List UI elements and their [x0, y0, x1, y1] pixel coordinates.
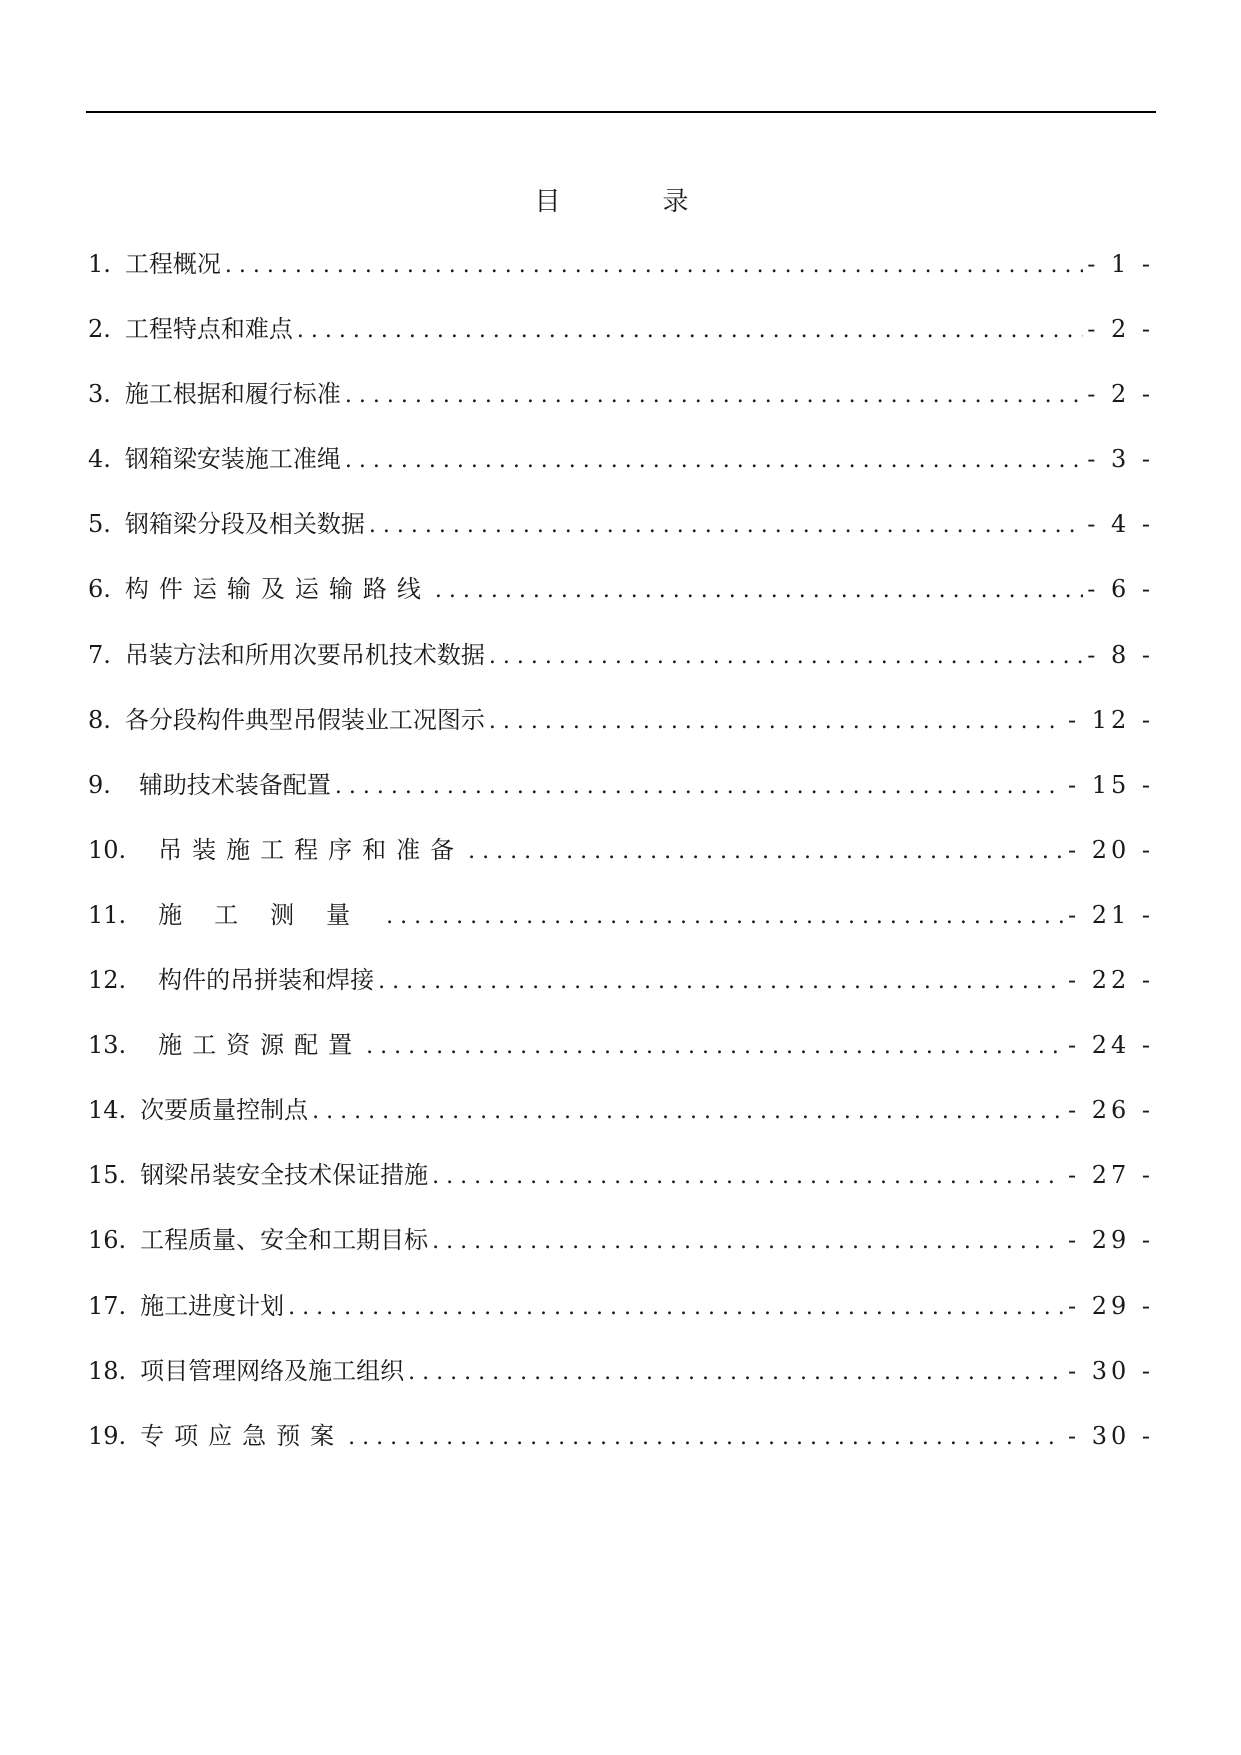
toc-entry[interactable]: [88, 1090, 1154, 1155]
toc-entry-title: 钢箱梁安装施工准绳: [124, 445, 341, 474]
toc-entry-number: 1.: [88, 250, 111, 278]
toc-entry[interactable]: [88, 635, 1154, 700]
toc-entry[interactable]: [88, 765, 1154, 830]
toc-entry-title: 工程质量、安全和工期目标: [140, 1226, 429, 1255]
toc-entry-number: 16.: [88, 1226, 127, 1255]
toc-entry[interactable]: [88, 309, 1154, 374]
toc-entry[interactable]: [88, 1416, 1154, 1481]
toc-entry-leader: [335, 774, 1064, 799]
toc-entry-leader: [225, 253, 1083, 278]
toc-entry-leader: [366, 1034, 1064, 1059]
toc-entry-leader: [369, 513, 1083, 538]
toc-entry-number: 14.: [88, 1096, 127, 1125]
toc-entry-number: 13.: [88, 1031, 127, 1060]
toc-entry-page-number: - 30 -: [1067, 1421, 1154, 1450]
toc-entry-page-number: - 2 -: [1087, 380, 1154, 409]
toc-entry-page-number: - 12 -: [1067, 705, 1154, 734]
toc-entry-number: 19.: [88, 1421, 127, 1450]
toc-entry-leader: [312, 1099, 1064, 1124]
toc-entry[interactable]: [88, 960, 1154, 1025]
toc-entry[interactable]: [88, 895, 1154, 960]
toc-entry-leader: [386, 904, 1064, 929]
toc-entry-page-number: - 2 -: [1087, 315, 1154, 344]
toc-entry[interactable]: [88, 830, 1154, 895]
toc-entry-title: 钢梁吊装安全技术保证措施: [140, 1161, 429, 1190]
toc-entry-title: 构件运输及运输路线: [124, 575, 431, 604]
toc-entry-leader: [378, 969, 1064, 994]
toc-entry-number: 12.: [88, 966, 127, 995]
toc-entry[interactable]: [88, 1155, 1154, 1220]
toc-entry[interactable]: [88, 504, 1154, 569]
toc-entry-leader: [288, 1295, 1064, 1320]
toc-entry-leader: [435, 578, 1083, 603]
toc-entry-title: 各分段构件典型吊假装业工况图示: [124, 705, 485, 734]
toc-entry-number: 7.: [88, 640, 111, 669]
toc-entry-leader: [345, 448, 1083, 473]
toc-entry-leader: [489, 644, 1083, 669]
toc-entry-leader: [432, 1229, 1064, 1254]
toc-entry-title: 专项应急预案: [140, 1421, 345, 1450]
toc-entry-number: 11.: [88, 900, 127, 929]
toc-entry-title: 构件的吊拼装和焊接: [158, 966, 375, 995]
toc-entry-title: 吊装施工程序和准备: [158, 835, 465, 864]
toc-entry-number: 9.: [88, 770, 111, 799]
toc-entry-title: 工程特点和难点: [124, 315, 293, 344]
toc-entry-number: 10.: [88, 835, 127, 864]
toc-entry-number: 8.: [88, 705, 111, 734]
toc-entry-title: 钢箱梁分段及相关数据: [124, 510, 365, 539]
table-of-contents: [88, 244, 1154, 1481]
toc-entry-number: 18.: [88, 1356, 127, 1385]
toc-entry-page-number: - 1 -: [1087, 250, 1154, 278]
toc-entry-leader: [345, 383, 1083, 408]
toc-entry-page-number: - 30 -: [1067, 1356, 1154, 1385]
toc-entry-page-number: - 24 -: [1067, 1031, 1154, 1060]
toc-entry[interactable]: [88, 439, 1154, 504]
toc-entry-page-number: - 21 -: [1067, 900, 1154, 929]
toc-entry-number: 5.: [88, 510, 111, 539]
toc-entry[interactable]: [88, 374, 1154, 439]
toc-entry-page-number: - 22 -: [1067, 966, 1154, 995]
toc-entry-title: 施工测量: [158, 900, 383, 929]
toc-entry-page-number: - 26 -: [1067, 1096, 1154, 1125]
toc-entry-title: 次要质量控制点: [140, 1096, 309, 1125]
toc-entry-title: 吊装方法和所用次要吊机技术数据: [124, 640, 485, 669]
page-title: 目 录: [534, 187, 727, 217]
toc-entry-page-number: - 15 -: [1067, 770, 1154, 799]
toc-entry-number: 15.: [88, 1161, 127, 1190]
toc-entry-title: 施工进度计划: [140, 1291, 285, 1320]
toc-entry-page-number: - 20 -: [1067, 835, 1154, 864]
toc-entry[interactable]: [88, 244, 1154, 309]
toc-entry-title: 辅助技术装备配置: [138, 770, 331, 799]
toc-entry-page-number: - 8 -: [1087, 640, 1154, 669]
toc-entry-number: 6.: [88, 575, 111, 604]
toc-entry-leader: [408, 1360, 1064, 1385]
toc-entry[interactable]: [88, 700, 1154, 765]
toc-entry[interactable]: [88, 1351, 1154, 1416]
toc-entry-leader: [489, 709, 1064, 734]
toc-entry-leader: [297, 318, 1083, 343]
toc-entry[interactable]: [88, 569, 1154, 634]
toc-entry-number: 2.: [88, 315, 111, 344]
toc-entry-page-number: - 6 -: [1087, 575, 1154, 604]
toc-entry-leader: [432, 1164, 1064, 1189]
toc-entry-number: 17.: [88, 1291, 127, 1320]
toc-entry[interactable]: [88, 1025, 1154, 1090]
toc-entry-page-number: - 4 -: [1087, 510, 1154, 539]
toc-entry-number: 3.: [88, 380, 111, 409]
toc-entry-title: 工程概况: [124, 250, 221, 278]
toc-entry-number: 4.: [88, 445, 111, 474]
toc-entry-title: 项目管理网络及施工组织: [140, 1356, 405, 1385]
toc-entry-leader: [468, 839, 1064, 864]
toc-entry-title: 施工根据和履行标准: [124, 380, 341, 409]
toc-entry-page-number: - 29 -: [1067, 1291, 1154, 1320]
toc-entry-page-number: - 3 -: [1087, 445, 1154, 474]
toc-entry-title: 施工资源配置: [158, 1031, 363, 1060]
toc-entry-page-number: - 29 -: [1067, 1226, 1154, 1255]
toc-entry[interactable]: [88, 1220, 1154, 1285]
toc-entry-leader: [348, 1425, 1064, 1450]
toc-entry[interactable]: [88, 1286, 1154, 1351]
toc-entry-page-number: - 27 -: [1067, 1161, 1154, 1190]
header-rule: [86, 111, 1156, 113]
